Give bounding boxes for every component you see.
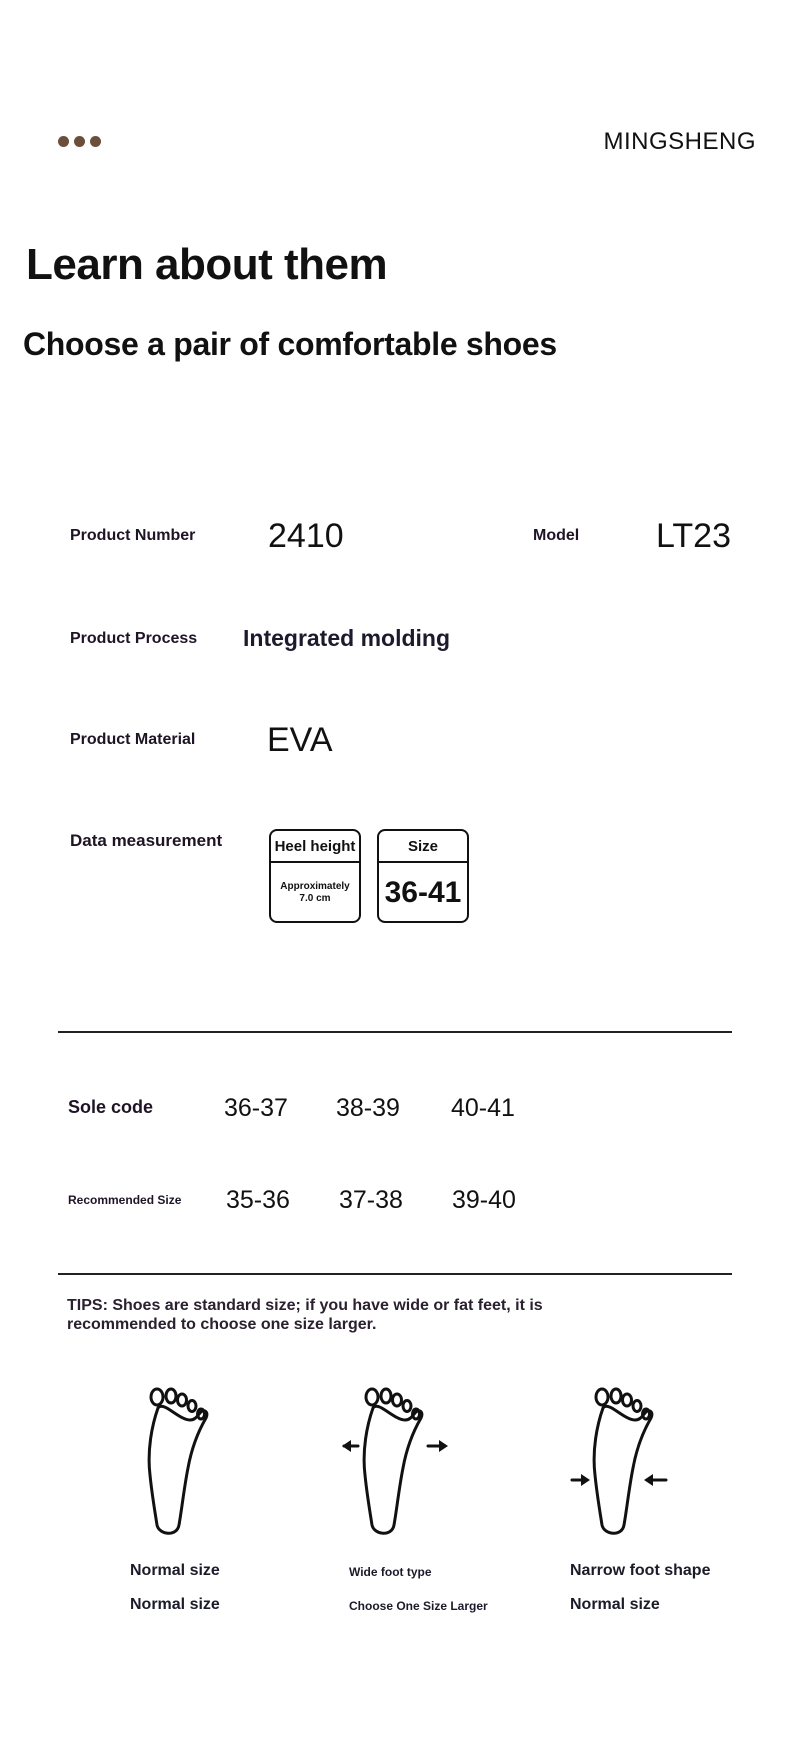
recommended-size-cell: 39-40 xyxy=(452,1186,516,1214)
foot-type-advice: Choose One Size Larger xyxy=(349,1599,488,1613)
size-value: 36-41 xyxy=(384,876,462,909)
foot-type-advice: Normal size xyxy=(130,1596,220,1613)
model-label: Model xyxy=(533,527,580,544)
dot xyxy=(74,136,85,147)
sole-code-label: Sole code xyxy=(68,1097,154,1117)
divider xyxy=(58,1031,732,1033)
normal-foot-icon xyxy=(130,1380,230,1540)
recommended-size-label: Recommended Size xyxy=(68,1193,182,1207)
page-subtitle: Choose a pair of comfortable shoes xyxy=(23,326,557,362)
product-number-value: 2410 xyxy=(268,517,344,555)
divider xyxy=(58,1273,732,1275)
process-label: Product Process xyxy=(70,630,198,647)
model-value: LT23 xyxy=(656,517,731,555)
process-value: Integrated molding xyxy=(243,625,450,651)
dot xyxy=(90,136,101,147)
recommended-size-cell: 37-38 xyxy=(339,1186,403,1214)
foot-type-title: Narrow foot shape xyxy=(570,1562,711,1579)
recommended-size-cell: 35-36 xyxy=(226,1186,290,1214)
size-box xyxy=(377,829,469,923)
brand-name: MINGSHENG xyxy=(603,128,756,155)
heel-height-value: Approximately 7.0 cm xyxy=(280,881,350,904)
size-label: Size xyxy=(379,831,467,863)
foot-type-title: Wide foot type xyxy=(349,1565,432,1579)
measurement-label: Data measurement xyxy=(70,831,223,850)
tips-text: TIPS: Shoes are standard size; if you have wide or fat feet, it is recommended to choose one size larger. xyxy=(67,1297,543,1333)
narrow-foot-icon xyxy=(570,1380,680,1540)
heel-height-box xyxy=(269,829,361,923)
foot-type-advice: Normal size xyxy=(570,1596,660,1613)
product-number-label: Product Number xyxy=(70,527,196,544)
page-title: Learn about them xyxy=(26,240,388,289)
material-value: EVA xyxy=(267,721,333,759)
three-dots-icon[interactable] xyxy=(58,136,101,147)
heel-height-label: Heel height xyxy=(271,831,359,863)
sole-code-cell: 38-39 xyxy=(336,1094,400,1122)
sole-code-cell: 40-41 xyxy=(451,1094,515,1122)
dot xyxy=(58,136,69,147)
material-label: Product Material xyxy=(70,731,196,748)
foot-type-title: Normal size xyxy=(130,1562,220,1579)
sole-code-cell: 36-37 xyxy=(224,1094,288,1122)
wide-foot-icon xyxy=(340,1380,450,1540)
